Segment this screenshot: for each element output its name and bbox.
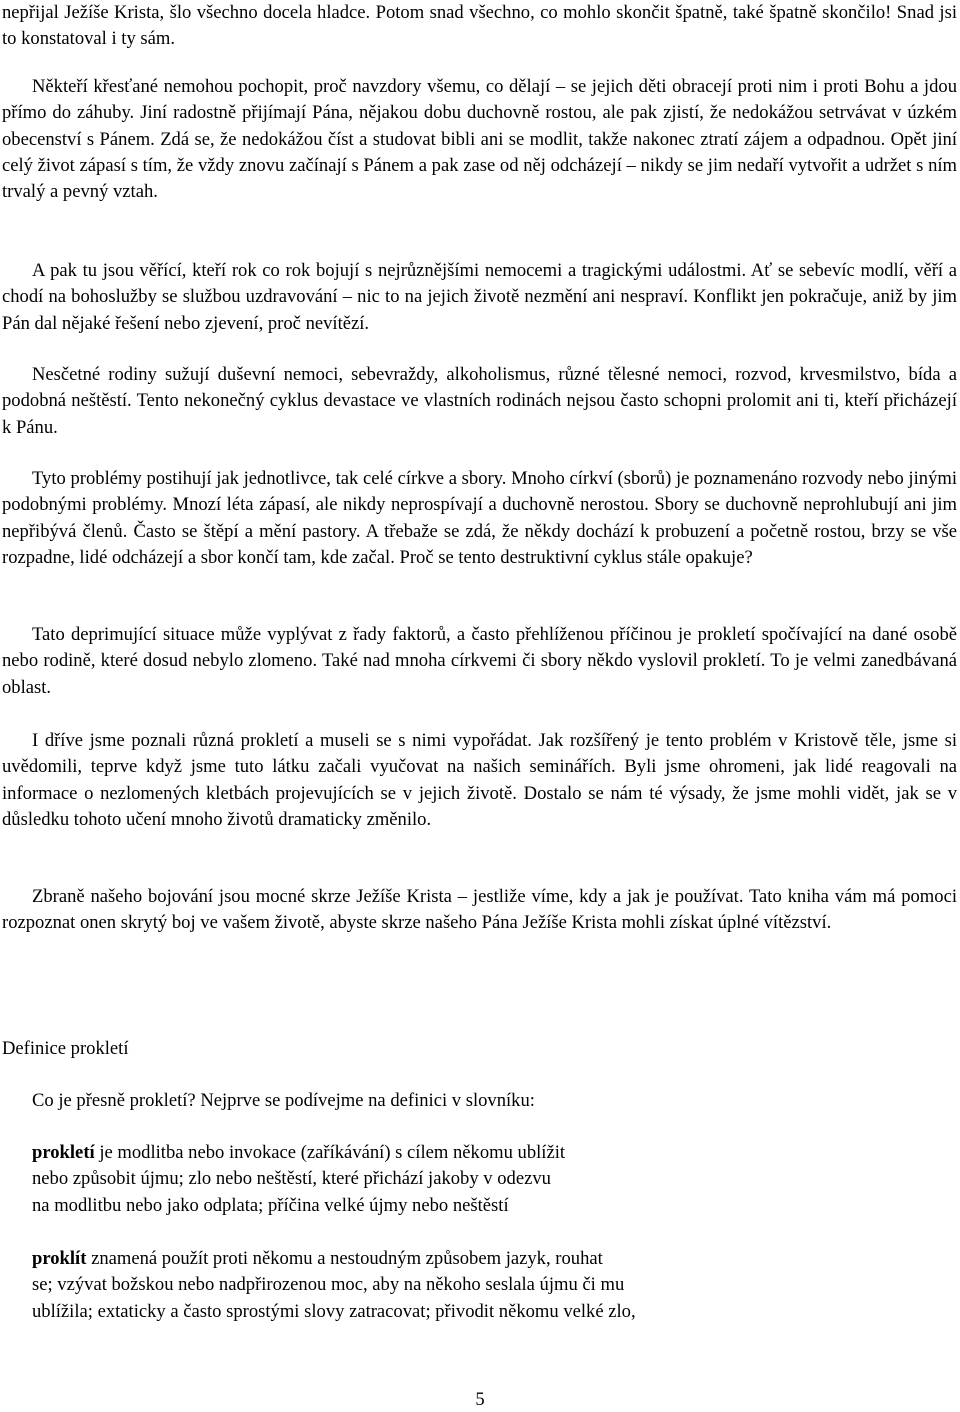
definition-line xyxy=(32,1140,832,1166)
paragraph: Nesčetné rodiny sužují duševní nemoci, sebevraždy, alkoholismus, různé tělesné nemoci, rozvod, krvesmilstvo, bída a podobná neštěstí. Tento nekonečný cyklus devastace ve vlastních rodinách nejsou často schopni prolomit ani ti, kteří přicházejí k Pánu. xyxy=(2,364,957,438)
definition-block xyxy=(32,1140,832,1219)
definition-line: na modlitbu nebo jako odplata; příčina velké újmy nebo neštěstí xyxy=(32,1194,509,1216)
definition-line: se; vzývat božskou nebo nadpřirozenou moc, aby na někoho seslala újmu či mu xyxy=(32,1274,625,1296)
definition-text: znamená použít proti někomu a nestoudným způsobem jazyk, rouhat xyxy=(86,1248,603,1269)
paragraph: Někteří křesťané nemohou pochopit, proč navzdory všemu, co dělají – se jejich děti obracejí proti nim i proti Bohu a jdou přímo do záhuby. Jiní radostně přijímají Pána, nějakou dobu duchovně rostou, ale pak zjistí, že nedokážou setrvávat v úzkém obecenství s Pánem. Zdá se, že nedokážou číst a studovat bibli ani se modlit, takže nakonec ztratí zájem a odpadnou. Opět jiní celý život zápasí s tím, že vždy znovu začínají s Pánem a pak zase od něj odcházejí – nikdy se jim nedaří vytvořit a udržet s ním trvalý a pevný vztah. xyxy=(2,76,957,203)
definition-term: prokletí xyxy=(32,1142,95,1163)
page-number: 5 xyxy=(475,1389,485,1410)
paragraph: Tato deprimující situace může vyplývat z řady faktorů, a často přehlíženou příčinou je prokletí spočívající na dané osobě nebo rodině, které dosud nebylo zlomeno. Také nad mnoha církvemi či sbory někdo vyslovil prokletí. To je velmi zanedbávaná oblast. xyxy=(2,624,957,698)
definition-block xyxy=(32,1246,832,1325)
paragraph: Tyto problémy postihují jak jednotlivce, tak celé církve a sbory. Mnoho církví (sborů) je poznamenáno rozvody nebo jinými podobnými problémy. Mnozí léta zápasí, ale nikdy neprospívají a duchovně nerostou. Sbory se duchovně neprohlubují ani jim nepřibývá členů. Často se štěpí a mění pastory. A třebaže se zdá, že někdy dochází k probuzení a početně rostou, brzy se vše rozpadne, lidé odcházejí a sbor končí tam, kde začal. Proč se tento destruktivní cyklus stále opakuje? xyxy=(2,468,957,568)
paragraph: Zbraně našeho bojování jsou mocné skrze Ježíše Krista – jestliže víme, kdy a jak je používat. Tato kniha vám má pomoci rozpoznat onen skrytý boj ve vašem životě, abyste skrze našeho Pána Ježíše Krista mohli získat úplné vítězství. xyxy=(2,886,957,934)
definition-line: ublížila; extaticky a často sprostými slovy zatracovat; přivodit někomu velké zlo, xyxy=(32,1300,636,1322)
definition-line xyxy=(32,1246,832,1272)
definition-term: proklít xyxy=(32,1248,87,1269)
paragraph-continuation: nepřijal Ježíše Krista, šlo všechno docela hladce. Potom snad všechno, co mohlo skončit špatně, také špatně skončilo! Snad jsi to konstatoval i ty sám. xyxy=(2,2,957,50)
definition-text: je modlitba nebo invokace (zaříkávání) s cílem někomu ublížit xyxy=(94,1142,566,1163)
paragraph: A pak tu jsou věřící, kteří rok co rok bojují s nejrůznějšími nemocemi a tragickými událostmi. Ať se sebevíc modlí, věří a chodí na bohoslužby se službou uzdravování – nic to na jejich životě nezmění ani nespraví. Konflikt jen pokračuje, aniž by jim Pán dal nějaké řešení nebo zjevení, proč nevítězí. xyxy=(2,260,957,334)
paragraph: I dříve jsme poznali různá prokletí a museli se s nimi vypořádat. Jak rozšířený je tento problém v Kristově těle, jsme si uvědomili, teprve když jsme tuto látku začali vyučovat na našich seminářích. Byli jsme ohromeni, jak lidé reagovali na informace o nezlomených kletbách projevujících se v jejich životě. Dostalo se nám té výsady, že jsme mohli vidět, jak se v důsledku tohoto učení mnoho životů dramaticky změnilo. xyxy=(2,730,957,830)
intro-question: Co je přesně prokletí? Nejprve se podívejme na definici v slovníku: xyxy=(32,1090,535,1111)
definition-line: nebo způsobit újmu; zlo nebo neštěstí, které přichází jakoby v odezvu xyxy=(32,1168,551,1190)
section-heading: Definice prokletí xyxy=(2,1038,129,1059)
